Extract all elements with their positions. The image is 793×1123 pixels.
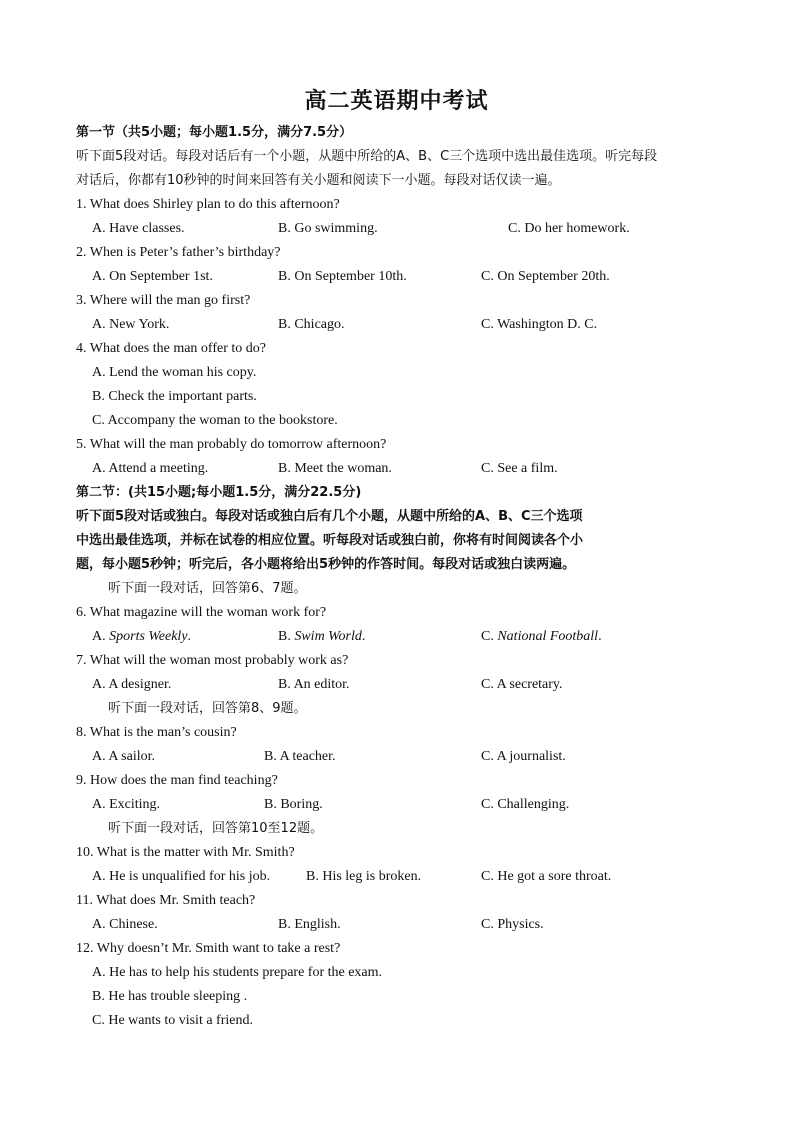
question-12-option-a[interactable]: A. He has to help his students prepare for the exam.: [92, 965, 383, 980]
question-6-option-b[interactable]: [278, 628, 365, 646]
question-10-stem: 10. What is the matter with Mr. Smith?: [76, 845, 295, 860]
question-10-option-c[interactable]: C. He got a sore throat.: [481, 869, 612, 884]
question-6-option-a-text: Sports Weekly: [109, 629, 188, 644]
question-12-option-b[interactable]: B. He has trouble sleeping .: [92, 989, 248, 1004]
question-2-stem: 2. When is Peter’s father’s birthday?: [76, 245, 281, 260]
question-2-option-a[interactable]: A. On September 1st.: [92, 269, 213, 284]
question-1-stem: 1. What does Shirley plan to do this afternoon?: [76, 197, 340, 212]
question-3-stem: 3. Where will the man go first?: [76, 293, 251, 308]
section2-instruction-line3: 题，每小题5秒钟；听完后，各小题将给出5秒钟的作答时间。每段对话或独白读两遍。: [76, 557, 576, 572]
question-7-stem: 7. What will the woman most probably work as?: [76, 653, 349, 668]
question-1-option-c[interactable]: C. Do her homework.: [508, 221, 630, 236]
question-12-option-c[interactable]: C. He wants to visit a friend.: [92, 1013, 253, 1028]
question-6-stem: 6. What magazine will the woman work for?: [76, 605, 327, 620]
question-8-option-b[interactable]: B. A teacher.: [264, 749, 336, 764]
page-title: 高二英语期中考试: [304, 89, 489, 114]
question-9-stem: 9. How does the man find teaching?: [76, 773, 278, 788]
question-8-option-c[interactable]: C. A journalist.: [481, 749, 566, 764]
question-9-option-b[interactable]: B. Boring.: [264, 797, 323, 812]
question-2-option-c[interactable]: C. On September 20th.: [481, 269, 610, 284]
question-12-stem: 12. Why doesn’t Mr. Smith want to take a rest?: [76, 941, 341, 956]
question-2-option-b[interactable]: B. On September 10th.: [278, 269, 407, 284]
question-7-option-a[interactable]: A. A designer.: [92, 677, 172, 692]
question-1-option-a[interactable]: A. Have classes.: [92, 221, 185, 236]
question-3-option-a[interactable]: A. New York.: [92, 317, 170, 332]
question-6-option-c-text: National Football: [497, 629, 599, 644]
section2-instruction-line2: 中选出最佳选项，并标在试卷的相应位置。听每段对话或独白前，你将有时间阅读各个小: [76, 533, 584, 548]
listen-prompt-6-7: 听下面一段对话，回答第6、7题。: [108, 581, 307, 596]
question-10-option-a[interactable]: A. He is unqualified for his job.: [92, 869, 271, 884]
listen-prompt-10-12: 听下面一段对话，回答第10至12题。: [108, 821, 324, 836]
question-1-option-b[interactable]: B. Go swimming.: [278, 221, 378, 236]
question-6-option-b-prefix: B.: [278, 629, 295, 644]
question-5-option-a[interactable]: A. Attend a meeting.: [92, 461, 209, 476]
section1-instruction-line1: 听下面5段对话。每段对话后有一个小题，从题中所给的A、B、C三个选项中选出最佳选项。听完每段: [76, 149, 658, 164]
question-3-option-c[interactable]: C. Washington D. C.: [481, 317, 598, 332]
question-9-option-a[interactable]: A. Exciting.: [92, 797, 161, 812]
question-9-option-c[interactable]: C. Challenging.: [481, 797, 570, 812]
question-6-option-c-period: .: [598, 629, 602, 644]
section1-heading: 第一节（共5小题；每小题1.5分，满分7.5分）: [76, 125, 353, 140]
question-11-option-a[interactable]: A. Chinese.: [92, 917, 158, 932]
question-10-option-b[interactable]: B. His leg is broken.: [306, 869, 422, 884]
question-4-option-a[interactable]: A. Lend the woman his copy.: [92, 365, 257, 380]
question-4-option-b[interactable]: B. Check the important parts.: [92, 389, 257, 404]
question-6-option-a-prefix: A.: [92, 629, 110, 644]
question-3-option-b[interactable]: B. Chicago.: [278, 317, 345, 332]
listen-prompt-8-9: 听下面一段对话，回答第8、9题。: [108, 701, 307, 716]
question-6-option-c[interactable]: [481, 628, 602, 646]
question-5-option-b[interactable]: B. Meet the woman.: [278, 461, 392, 476]
section2-instruction-line1: 听下面5段对话或独白。每段对话或独白后有几个小题，从题中所给的A、B、C三个选项: [76, 509, 583, 524]
question-6-option-b-period: .: [361, 629, 366, 644]
question-11-option-c[interactable]: C. Physics.: [481, 917, 544, 932]
question-7-option-b[interactable]: B. An editor.: [278, 677, 350, 692]
question-4-option-c[interactable]: C. Accompany the woman to the bookstore.: [92, 413, 338, 428]
question-6-option-a[interactable]: [92, 628, 191, 646]
question-6-option-b-text: Swim World: [294, 629, 362, 644]
question-6-option-c-prefix: C.: [481, 629, 498, 644]
question-6-option-a-period: .: [187, 629, 192, 644]
question-5-stem: 5. What will the man probably do tomorrow afternoon?: [76, 437, 387, 452]
question-11-option-b[interactable]: B. English.: [278, 917, 341, 932]
section2-heading: 第二节：(共15小题;每小题1.5分，满分22.5分): [76, 485, 362, 500]
question-8-option-a[interactable]: A. A sailor.: [92, 749, 156, 764]
question-11-stem: 11. What does Mr. Smith teach?: [76, 893, 256, 908]
question-5-option-c[interactable]: C. See a film.: [481, 461, 558, 476]
question-7-option-c[interactable]: C. A secretary.: [481, 677, 563, 692]
question-8-stem: 8. What is the man’s cousin?: [76, 725, 237, 740]
question-4-stem: 4. What does the man offer to do?: [76, 341, 266, 356]
section1-instruction-line2: 对话后，你都有10秒钟的时间来回答有关小题和阅读下一小题。每段对话仅读一遍。: [76, 173, 561, 188]
